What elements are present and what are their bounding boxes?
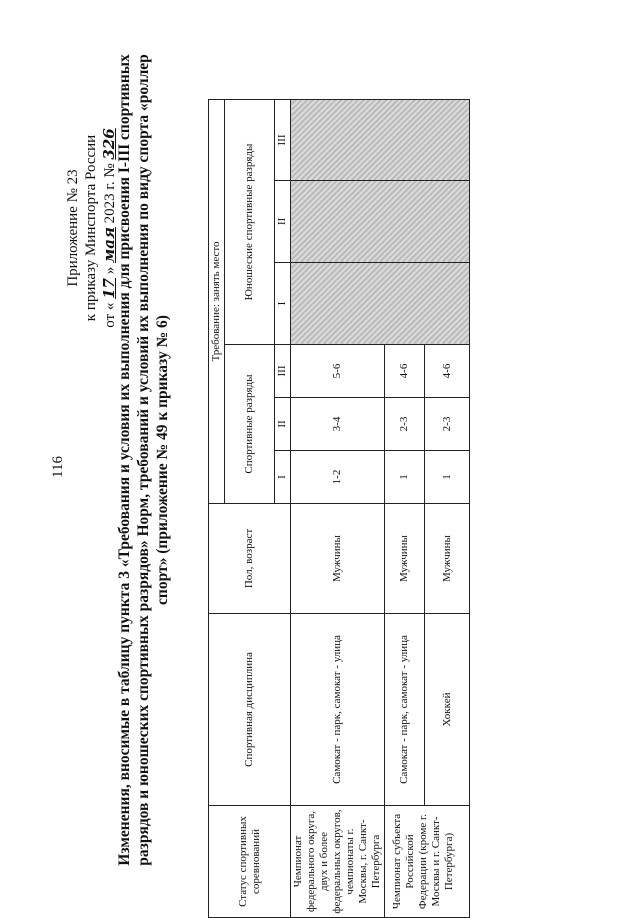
header-sport-i: I [275, 451, 291, 504]
row-status: Чемпионат федерального округа, двух и более федеральных округов, чемпионаты г. Москвы, г. Санкт-Петербурга [291, 806, 385, 918]
date-day: 17 [100, 278, 118, 299]
date-month: мая [100, 227, 118, 264]
appendix-line-2: к приказу Минспорта России [83, 134, 99, 322]
table-row [291, 99, 385, 917]
row-sport-iii: 4-6 [385, 345, 425, 398]
header-discipline: Спортивная дисциплина [209, 614, 291, 806]
header-sport-ranks: Спортивные разряды [225, 345, 275, 504]
row-sport-ii: 2-3 [425, 398, 470, 451]
row-discipline: Самокат - парк, самокат - улица [385, 614, 425, 806]
row-sport-iii: 5-6 [291, 345, 385, 398]
header-youth-ranks: Юношеские спортивные разряды [225, 99, 275, 344]
order-number: 326 [100, 128, 118, 160]
row-gender: Мужчины [385, 504, 425, 614]
header-status: Статус спортивных соревнований [209, 806, 291, 918]
header-gender-age: Пол, возраст [209, 504, 291, 614]
youth-ii-shaded [291, 181, 470, 263]
header-youth-i: I [275, 263, 291, 345]
page-number: 116 [50, 456, 66, 478]
requirements-table [208, 99, 470, 918]
header-requirement: Требование: занять место [209, 99, 225, 503]
appendix-line-1: Приложение № 23 [65, 169, 81, 287]
row-sport-i: 1-2 [291, 451, 385, 504]
row-discipline: Хоккей [425, 614, 470, 806]
appendix-header [64, 38, 119, 418]
document-title: Изменения, вносимые в таблицу пункта 3 «Требования и условия их выполнения для присвоения I-III спортивных разрядов и юношеских спортивных разрядов» Норм, требований и условий их выполнения по виду спорта «роллер спорт» (приложение № 49 к приказу № 6) [116, 54, 171, 866]
youth-i-shaded [291, 263, 470, 345]
row-sport-iii: 4-6 [425, 345, 470, 398]
row-sport-ii: 2-3 [385, 398, 425, 451]
row-sport-ii: 3-4 [291, 398, 385, 451]
row-status: Чемпионат субъекта Российской Федерации (кроме г. Москвы и г. Санкт-Петербурга) [385, 806, 470, 918]
row-gender: Мужчины [291, 504, 385, 614]
date-year: 2023 г. № [102, 163, 118, 224]
header-youth-iii: III [275, 99, 291, 180]
header-sport-ii: II [275, 398, 291, 451]
row-gender: Мужчины [425, 504, 470, 614]
row-sport-i: 1 [385, 451, 425, 504]
youth-iii-shaded [291, 99, 470, 180]
date-mid: » [102, 266, 118, 275]
row-discipline: Самокат - парк, самокат - улица [291, 614, 385, 806]
row-sport-i: 1 [425, 451, 470, 504]
header-youth-ii: II [275, 181, 291, 263]
header-sport-iii: III [275, 345, 291, 398]
date-prefix: от « [102, 302, 118, 328]
